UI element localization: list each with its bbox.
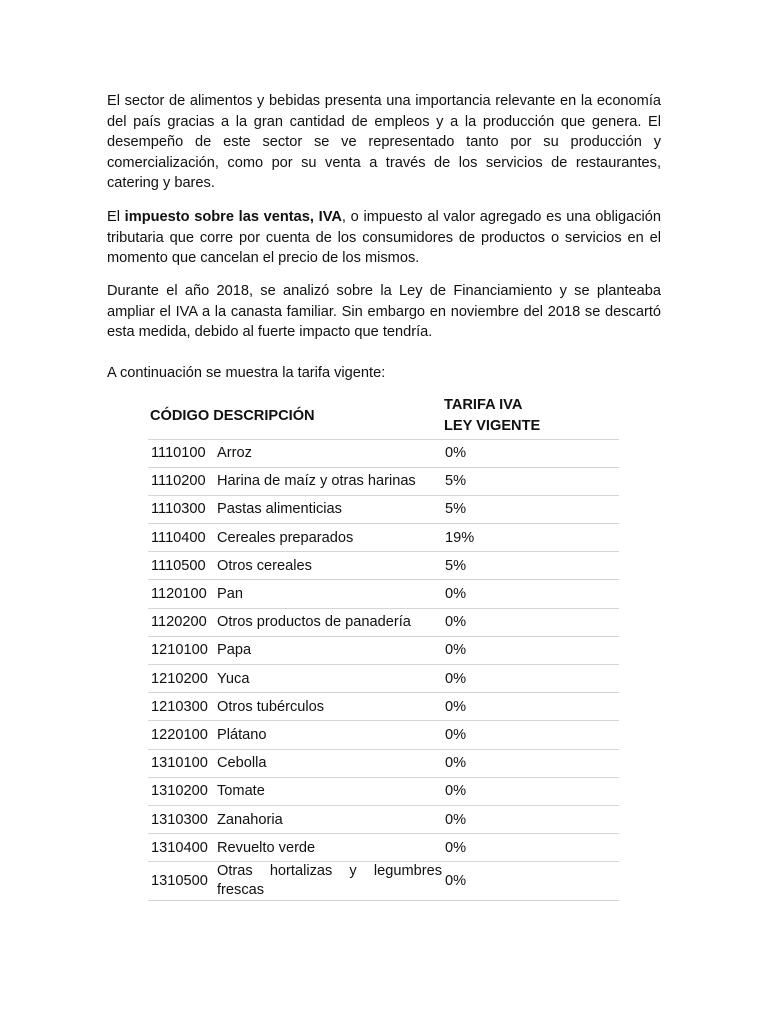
product-description-cell: Otros productos de panadería <box>214 608 442 636</box>
iva-rate-cell: 5% <box>442 552 619 580</box>
iva-rate-cell: 0% <box>442 665 619 693</box>
table-row <box>148 439 619 467</box>
product-code-cell: 1310100 <box>148 749 214 777</box>
iva-rate-cell: 5% <box>442 467 619 495</box>
iva-rate-cell: 0% <box>442 693 619 721</box>
header-row <box>148 393 619 439</box>
table-row <box>148 580 619 608</box>
tariff-table-body <box>148 439 619 901</box>
table-row <box>148 524 619 552</box>
table-row <box>148 834 619 862</box>
product-code-cell: 1110400 <box>148 524 214 552</box>
iva-rate-cell: 0% <box>442 439 619 467</box>
table-row <box>148 608 619 636</box>
rate-header-line2: LEY VIGENTE <box>444 417 541 434</box>
product-description-cell: Pan <box>214 580 442 608</box>
product-code-cell: 1210100 <box>148 636 214 664</box>
product-description-cell: Zanahoria <box>214 805 442 833</box>
iva-rate-cell: 0% <box>442 580 619 608</box>
iva-rate-cell: 0% <box>442 834 619 862</box>
table-row <box>148 552 619 580</box>
product-description-cell: Plátano <box>214 721 442 749</box>
table-row <box>148 665 619 693</box>
product-description-cell: Papa <box>214 636 442 664</box>
product-code-cell: 1120200 <box>148 608 214 636</box>
iva-rate-cell: 5% <box>442 495 619 523</box>
product-code-cell: 1110200 <box>148 467 214 495</box>
table-row <box>148 693 619 721</box>
rate-header <box>442 393 619 439</box>
product-description-cell: Otros cereales <box>214 552 442 580</box>
intro-paragraph: El sector de alimentos y bebidas presenta una importancia relevante en la economía del país gracias a la gran cantidad de empleos y a la producción que genera. El desempeño de este sector se ve representado tanto por su producción y comercialización, como por su venta a través de los servicios de restaurantes, catering y bares. <box>107 93 661 191</box>
product-code-cell: 1310300 <box>148 805 214 833</box>
iva-term: impuesto sobre las ventas, IVA <box>124 209 342 225</box>
product-description-cell: Yuca <box>214 665 442 693</box>
tariff-table-header <box>148 393 619 439</box>
product-description-cell: Otras hortalizas y legumbres frescas <box>214 862 442 901</box>
product-description-cell: Otros tubérculos <box>214 693 442 721</box>
product-code-cell: 1110300 <box>148 495 214 523</box>
financing-law-paragraph: Durante el año 2018, se analizó sobre la Ley de Financiamiento y se planteaba ampliar el IVA a la canasta familiar. Sin embargo en noviembre del 2018 se descartó esta medida, debido al fuerte impacto que tendría. <box>107 283 661 340</box>
product-code-cell: 1120100 <box>148 580 214 608</box>
product-code-cell: 1310400 <box>148 834 214 862</box>
code-description-header: CÓDIGO DESCRIPCIÓN <box>150 407 315 424</box>
product-code-cell: 1110500 <box>148 552 214 580</box>
table-row <box>148 636 619 664</box>
iva-rate-cell: 0% <box>442 777 619 805</box>
table-row <box>148 749 619 777</box>
iva-rate-cell: 0% <box>442 862 619 901</box>
product-description-cell: Cebolla <box>214 749 442 777</box>
iva-rate-cell: 0% <box>442 636 619 664</box>
rate-header-line1: TARIFA IVA <box>444 396 523 413</box>
product-description-cell: Tomate <box>214 777 442 805</box>
product-description-cell: Revuelto verde <box>214 834 442 862</box>
iva-definition-lead: El <box>107 209 125 225</box>
iva-rate-cell: 19% <box>442 524 619 552</box>
product-description-cell: Cereales preparados <box>214 524 442 552</box>
iva-rate-cell: 0% <box>442 721 619 749</box>
table-row <box>148 805 619 833</box>
table-row <box>148 777 619 805</box>
table-row <box>148 495 619 523</box>
product-description-cell: Pastas alimenticias <box>214 495 442 523</box>
iva-rate-cell: 0% <box>442 749 619 777</box>
iva-rate-cell: 0% <box>442 608 619 636</box>
product-code-cell: 1110100 <box>148 439 214 467</box>
table-intro-paragraph: A continuación se muestra la tarifa vigente: <box>107 365 386 381</box>
product-code-cell: 1210200 <box>148 665 214 693</box>
tariff-table <box>148 393 619 901</box>
product-code-cell: 1210300 <box>148 693 214 721</box>
iva-rate-cell: 0% <box>442 805 619 833</box>
product-description-cell: Harina de maíz y otras harinas <box>214 467 442 495</box>
table-row <box>148 721 619 749</box>
table-row <box>148 862 619 901</box>
product-code-cell: 1220100 <box>148 721 214 749</box>
table-row <box>148 467 619 495</box>
product-code-cell: 1310200 <box>148 777 214 805</box>
product-code-cell: 1310500 <box>148 862 214 901</box>
iva-definition-text: , o impuesto al valor agregado es una obligación tributaria que corre por cuenta de los consumidores de productos o servicios en el momento que cancelan el precio de los mismos. <box>107 209 661 266</box>
iva-definition-paragraph <box>107 207 661 269</box>
product-description-cell: Arroz <box>214 439 442 467</box>
